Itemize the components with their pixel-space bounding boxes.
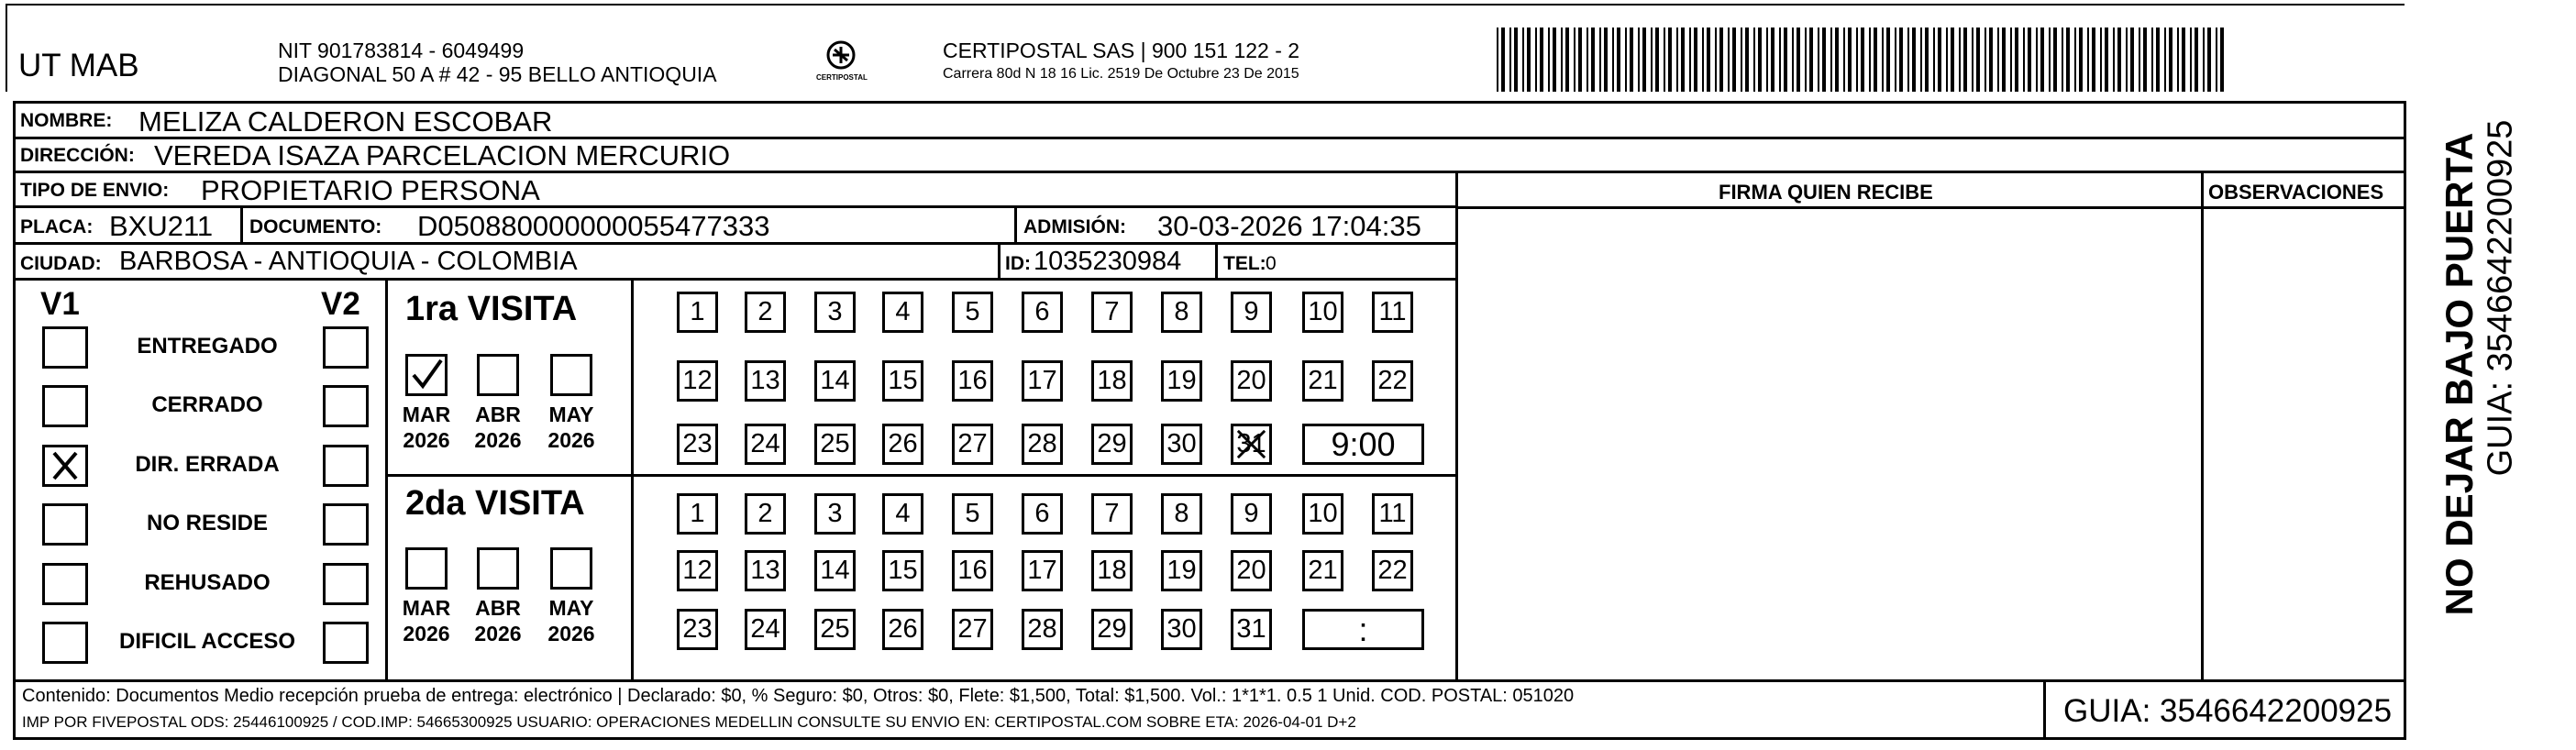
day-box[interactable]: 6 [1022,493,1063,535]
v2-header: V2 [321,286,360,322]
first-visit-title: 1ra VISITA [405,290,578,328]
day-box[interactable]: 29 [1091,609,1133,650]
footer-guide-divider [2043,680,2046,739]
status-v2-checkbox[interactable] [323,503,369,546]
day-box[interactable]: 11 [1372,292,1413,333]
day-box[interactable]: 9 [1231,292,1272,333]
day-box[interactable]: 19 [1161,360,1202,402]
day-box[interactable]: 4 [882,292,923,333]
observations-left-border [2201,171,2204,680]
day-box[interactable]: 5 [952,292,993,333]
day-box[interactable]: 14 [814,360,856,402]
col-divider [1014,207,1017,244]
day-box[interactable]: 27 [952,424,993,465]
day-box[interactable]: 31 [1231,609,1272,650]
month-name: MAY [548,403,594,426]
shipment-type-label: TIPO DE ENVIO: [20,180,170,201]
day-box[interactable]: 25 [814,609,856,650]
month-year: 2026 [547,622,595,645]
day-box[interactable]: 15 [882,550,923,591]
month-year: 2026 [474,622,522,645]
day-box[interactable]: 7 [1091,292,1133,333]
status-label: CERRADO [151,392,263,417]
day-box[interactable]: 23 [677,609,718,650]
month-checkbox[interactable] [477,547,519,590]
row-divider [13,278,1458,281]
status-v1-checkbox[interactable] [42,503,88,546]
signature-header: FIRMA QUIEN RECIBE [1719,181,1933,204]
nit-line: NIT 901783814 - 6049499 [278,39,525,62]
day-box[interactable]: 12 [677,550,718,591]
city-label: CIUDAD: [20,253,102,274]
month-name: ABR [475,403,521,426]
guide-box: GUIA: 3546642200925 [2063,693,2393,729]
admission-label: ADMISIÓN: [1023,216,1126,237]
day-box[interactable]: 20 [1231,550,1272,591]
day-box[interactable]: 24 [745,609,786,650]
day-box[interactable]: 3 [814,493,856,535]
status-label: DIFICIL ACCESO [118,629,295,654]
month-name: MAR [402,596,451,620]
visit-divider [386,474,1458,477]
month-name: MAY [548,596,594,620]
address-label: DIRECCIÓN: [20,145,135,166]
month-checkbox[interactable] [477,354,519,396]
status-v2-checkbox[interactable] [323,385,369,427]
day-box[interactable]: 15 [882,360,923,402]
status-v2-checkbox[interactable] [323,445,369,487]
status-v2-checkbox[interactable] [323,326,369,369]
day-box[interactable]: 2 [745,292,786,333]
day-box[interactable]: 8 [1161,292,1202,333]
day-box[interactable]: 9 [1231,493,1272,535]
month-name: MAR [402,403,451,426]
row-divider [1458,206,2406,209]
city-value: BARBOSA - ANTIOQUIA - COLOMBIA [119,247,578,276]
day-box[interactable]: 28 [1022,609,1063,650]
status-v2-checkbox[interactable] [323,622,369,664]
status-right-border [385,279,388,680]
day-box[interactable]: 14 [814,550,856,591]
status-v2-checkbox[interactable] [323,563,369,605]
day-box[interactable]: 4 [882,493,923,535]
company-name: UT MAB [18,48,139,83]
footer-divider [13,679,2406,682]
day-box[interactable]: 12 [677,360,718,402]
day-box[interactable]: 31 [1231,424,1272,465]
observations-header: OBSERVACIONES [2208,181,2384,204]
month-checkbox[interactable] [405,354,448,396]
day-box[interactable]: 30 [1161,609,1202,650]
day-box[interactable]: 20 [1231,360,1272,402]
day-box[interactable]: 2 [745,493,786,535]
status-v1-checkbox[interactable] [42,385,88,427]
day-box[interactable]: 13 [745,360,786,402]
day-box[interactable]: 7 [1091,493,1133,535]
month-name: ABR [475,596,521,620]
month-year: 2026 [403,622,450,645]
shipment-type: PROPIETARIO PERSONA [201,174,540,206]
col-divider [240,207,243,244]
id-label: ID: [1005,253,1031,274]
day-box[interactable]: 11 [1372,493,1413,535]
status-label: REHUSADO [144,570,271,595]
month-checkbox[interactable] [550,354,592,396]
day-box[interactable]: 16 [952,360,993,402]
admission-value: 30-03-2026 17:04:35 [1157,210,1421,242]
day-box[interactable]: 21 [1302,550,1343,591]
day-box[interactable]: 29 [1091,424,1133,465]
day-box[interactable]: 24 [745,424,786,465]
day-box[interactable]: 17 [1022,360,1063,402]
months-right-border [631,279,634,680]
tel-value: 0 [1266,253,1277,274]
day-box[interactable]: 23 [677,424,718,465]
day-box[interactable]: 5 [952,493,993,535]
content-line: Contenido: Documentos Medio recepción prueba de entrega: electrónico | Declarado: $0, % Seguro: $0, Otros: $0, Flete: $1,500, Total: $1,500. Vol.: 1*1*1. 0.5 1 Unid. COD. POSTAL: 051020 [22,686,1575,706]
col-divider [998,244,1001,281]
status-v1-checkbox[interactable] [42,563,88,605]
status-label: DIR. ERRADA [135,452,280,477]
status-v1-checkbox[interactable] [42,326,88,369]
side-warning: NO DEJAR BAJO PUERTA [2438,132,2481,616]
day-box[interactable]: 22 [1372,360,1413,402]
day-box[interactable]: 26 [882,609,923,650]
barcode [1497,28,2226,92]
col-divider [1215,244,1218,281]
day-box[interactable]: 13 [745,550,786,591]
month-checkbox[interactable] [550,547,592,590]
side-guide: GUIA: 3546642200925 [2481,119,2520,477]
month-year: 2026 [547,428,595,452]
name-label: NOMBRE: [20,110,113,131]
day-box[interactable]: 27 [952,609,993,650]
day-box[interactable]: 8 [1161,493,1202,535]
certipostal-logo [814,37,868,92]
month-checkbox[interactable] [405,547,448,590]
day-box[interactable]: 10 [1302,292,1343,333]
time-box[interactable]: : [1302,609,1424,650]
status-label: ENTREGADO [137,334,278,358]
address-line: DIAGONAL 50 A # 42 - 95 BELLO ANTIOQUIA [278,62,717,86]
day-box[interactable]: 21 [1302,360,1343,402]
day-box[interactable]: 16 [952,550,993,591]
day-box[interactable]: 1 [677,292,718,333]
day-box[interactable]: 25 [814,424,856,465]
day-box[interactable]: 10 [1302,493,1343,535]
day-box[interactable]: 18 [1091,550,1133,591]
month-year: 2026 [474,428,522,452]
month-year: 2026 [403,428,450,452]
day-box[interactable]: 30 [1161,424,1202,465]
license-line: Carrera 80d N 18 16 Lic. 2519 De Octubre 23 De 2015 [943,66,1299,82]
recipient-address: VEREDA ISAZA PARCELACION MERCURIO [154,139,731,171]
imp-line: IMP POR FIVEPOSTAL ODS: 25446100925 / COD.IMP: 54665300925 USUARIO: OPERACIONES MEDELLIN CONSULTE SU ENVIO EN: CERTIPOSTAL.COM SOBRE ETA: 2026-04-01 D+2 [22,713,1356,731]
time-box[interactable]: 9:00 [1302,424,1424,465]
second-visit-title: 2da VISITA [405,484,585,523]
signature-left-border [1455,171,1458,680]
document-value: D050880000000055477333 [417,210,770,242]
day-box[interactable]: 1 [677,493,718,535]
day-box[interactable]: 28 [1022,424,1063,465]
tel-label: TEL: [1223,253,1266,274]
v1-header: V1 [40,286,80,322]
day-box[interactable]: 6 [1022,292,1063,333]
plate-value: BXU211 [109,210,214,242]
day-box[interactable]: 22 [1372,550,1413,591]
recipient-name: MELIZA CALDERON ESCOBAR [138,105,553,138]
status-v1-checkbox[interactable] [42,622,88,664]
day-box[interactable]: 3 [814,292,856,333]
day-box[interactable]: 26 [882,424,923,465]
left-border [6,4,7,92]
day-box[interactable]: 19 [1161,550,1202,591]
carrier-line: CERTIPOSTAL SAS | 900 151 122 - 2 [943,39,1300,62]
day-box[interactable]: 18 [1091,360,1133,402]
status-v1-checkbox[interactable] [42,445,88,487]
logo-caption: CERTIPOSTAL [816,73,868,82]
day-box[interactable]: 17 [1022,550,1063,591]
document-label: DOCUMENTO: [249,216,382,237]
top-border [6,4,2405,6]
plate-label: PLACA: [20,216,94,237]
status-label: NO RESIDE [146,511,269,535]
id-value: 1035230984 [1034,247,1182,276]
